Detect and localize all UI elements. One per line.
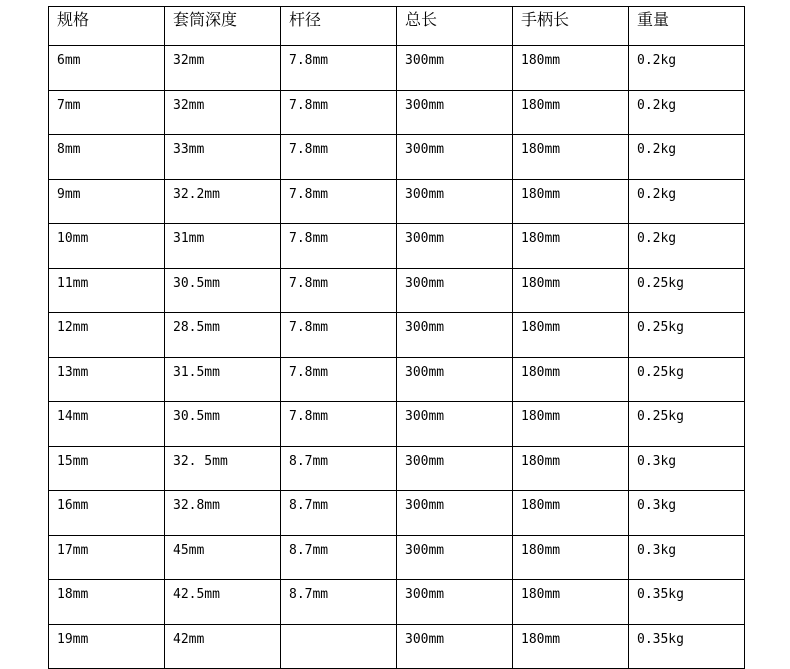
cell-socket-depth: 42.5mm (165, 580, 281, 625)
cell-socket-depth: 28.5mm (165, 313, 281, 358)
cell-size: 17mm (49, 535, 165, 580)
cell-size: 15mm (49, 446, 165, 491)
cell-handle-length: 180mm (513, 446, 629, 491)
cell-shaft-diameter: 7.8mm (281, 313, 397, 358)
cell-handle-length: 180mm (513, 535, 629, 580)
cell-socket-depth: 42mm (165, 624, 281, 669)
table-row (49, 535, 745, 580)
cell-weight: 0.25kg (629, 313, 745, 358)
cell-weight: 0.2kg (629, 135, 745, 180)
table-row (49, 224, 745, 269)
cell-size: 11mm (49, 268, 165, 313)
cell-weight: 0.25kg (629, 357, 745, 402)
cell-total-length: 300mm (397, 402, 513, 447)
cell-size: 8mm (49, 135, 165, 180)
cell-shaft-diameter: 8.7mm (281, 491, 397, 536)
cell-weight: 0.35kg (629, 624, 745, 669)
cell-size: 18mm (49, 580, 165, 625)
cell-socket-depth: 32.8mm (165, 491, 281, 536)
cell-shaft-diameter: 7.8mm (281, 90, 397, 135)
cell-shaft-diameter: 7.8mm (281, 357, 397, 402)
table-row (49, 580, 745, 625)
cell-shaft-diameter: 8.7mm (281, 446, 397, 491)
spec-table (48, 6, 745, 669)
spec-table-header (49, 7, 745, 46)
cell-size: 9mm (49, 179, 165, 224)
table-row (49, 313, 745, 358)
header-handle-length: 手柄长 (513, 7, 629, 46)
cell-socket-depth: 32.2mm (165, 179, 281, 224)
table-row (49, 624, 745, 669)
cell-handle-length: 180mm (513, 357, 629, 402)
cell-size: 19mm (49, 624, 165, 669)
cell-socket-depth: 32. 5mm (165, 446, 281, 491)
cell-socket-depth: 31mm (165, 224, 281, 269)
cell-weight: 0.3kg (629, 535, 745, 580)
cell-shaft-diameter (281, 624, 397, 669)
cell-total-length: 300mm (397, 624, 513, 669)
cell-handle-length: 180mm (513, 624, 629, 669)
cell-shaft-diameter: 7.8mm (281, 402, 397, 447)
cell-weight: 0.3kg (629, 491, 745, 536)
cell-socket-depth: 30.5mm (165, 402, 281, 447)
cell-size: 12mm (49, 313, 165, 358)
cell-weight: 0.2kg (629, 90, 745, 135)
cell-size: 6mm (49, 46, 165, 91)
cell-handle-length: 180mm (513, 580, 629, 625)
cell-weight: 0.25kg (629, 268, 745, 313)
header-shaft-diameter: 杆径 (281, 7, 397, 46)
cell-weight: 0.2kg (629, 224, 745, 269)
cell-socket-depth: 32mm (165, 90, 281, 135)
cell-total-length: 300mm (397, 46, 513, 91)
cell-handle-length: 180mm (513, 313, 629, 358)
cell-handle-length: 180mm (513, 135, 629, 180)
cell-socket-depth: 32mm (165, 46, 281, 91)
header-socket-depth: 套筒深度 (165, 7, 281, 46)
cell-socket-depth: 33mm (165, 135, 281, 180)
cell-total-length: 300mm (397, 357, 513, 402)
cell-socket-depth: 45mm (165, 535, 281, 580)
table-row (49, 491, 745, 536)
table-row (49, 135, 745, 180)
cell-handle-length: 180mm (513, 491, 629, 536)
cell-weight: 0.25kg (629, 402, 745, 447)
cell-size: 16mm (49, 491, 165, 536)
cell-handle-length: 180mm (513, 46, 629, 91)
cell-handle-length: 180mm (513, 268, 629, 313)
table-row (49, 357, 745, 402)
cell-shaft-diameter: 7.8mm (281, 224, 397, 269)
cell-socket-depth: 30.5mm (165, 268, 281, 313)
table-row (49, 179, 745, 224)
cell-total-length: 300mm (397, 179, 513, 224)
cell-total-length: 300mm (397, 224, 513, 269)
cell-weight: 0.3kg (629, 446, 745, 491)
header-total-length: 总长 (397, 7, 513, 46)
header-row (49, 7, 745, 46)
cell-handle-length: 180mm (513, 224, 629, 269)
cell-total-length: 300mm (397, 313, 513, 358)
cell-total-length: 300mm (397, 268, 513, 313)
cell-size: 14mm (49, 402, 165, 447)
table-row (49, 268, 745, 313)
cell-weight: 0.2kg (629, 179, 745, 224)
cell-size: 13mm (49, 357, 165, 402)
cell-socket-depth: 31.5mm (165, 357, 281, 402)
cell-total-length: 300mm (397, 90, 513, 135)
spec-table-body (49, 46, 745, 669)
header-weight: 重量 (629, 7, 745, 46)
table-row (49, 402, 745, 447)
cell-shaft-diameter: 7.8mm (281, 179, 397, 224)
cell-size: 10mm (49, 224, 165, 269)
cell-handle-length: 180mm (513, 90, 629, 135)
cell-shaft-diameter: 8.7mm (281, 535, 397, 580)
cell-total-length: 300mm (397, 580, 513, 625)
cell-shaft-diameter: 8.7mm (281, 580, 397, 625)
cell-weight: 0.35kg (629, 580, 745, 625)
cell-total-length: 300mm (397, 491, 513, 536)
cell-shaft-diameter: 7.8mm (281, 46, 397, 91)
cell-handle-length: 180mm (513, 179, 629, 224)
header-size: 规格 (49, 7, 165, 46)
cell-total-length: 300mm (397, 135, 513, 180)
cell-total-length: 300mm (397, 535, 513, 580)
cell-size: 7mm (49, 90, 165, 135)
table-row (49, 446, 745, 491)
cell-weight: 0.2kg (629, 46, 745, 91)
table-row (49, 46, 745, 91)
cell-shaft-diameter: 7.8mm (281, 268, 397, 313)
cell-handle-length: 180mm (513, 402, 629, 447)
cell-total-length: 300mm (397, 446, 513, 491)
table-row (49, 90, 745, 135)
cell-shaft-diameter: 7.8mm (281, 135, 397, 180)
